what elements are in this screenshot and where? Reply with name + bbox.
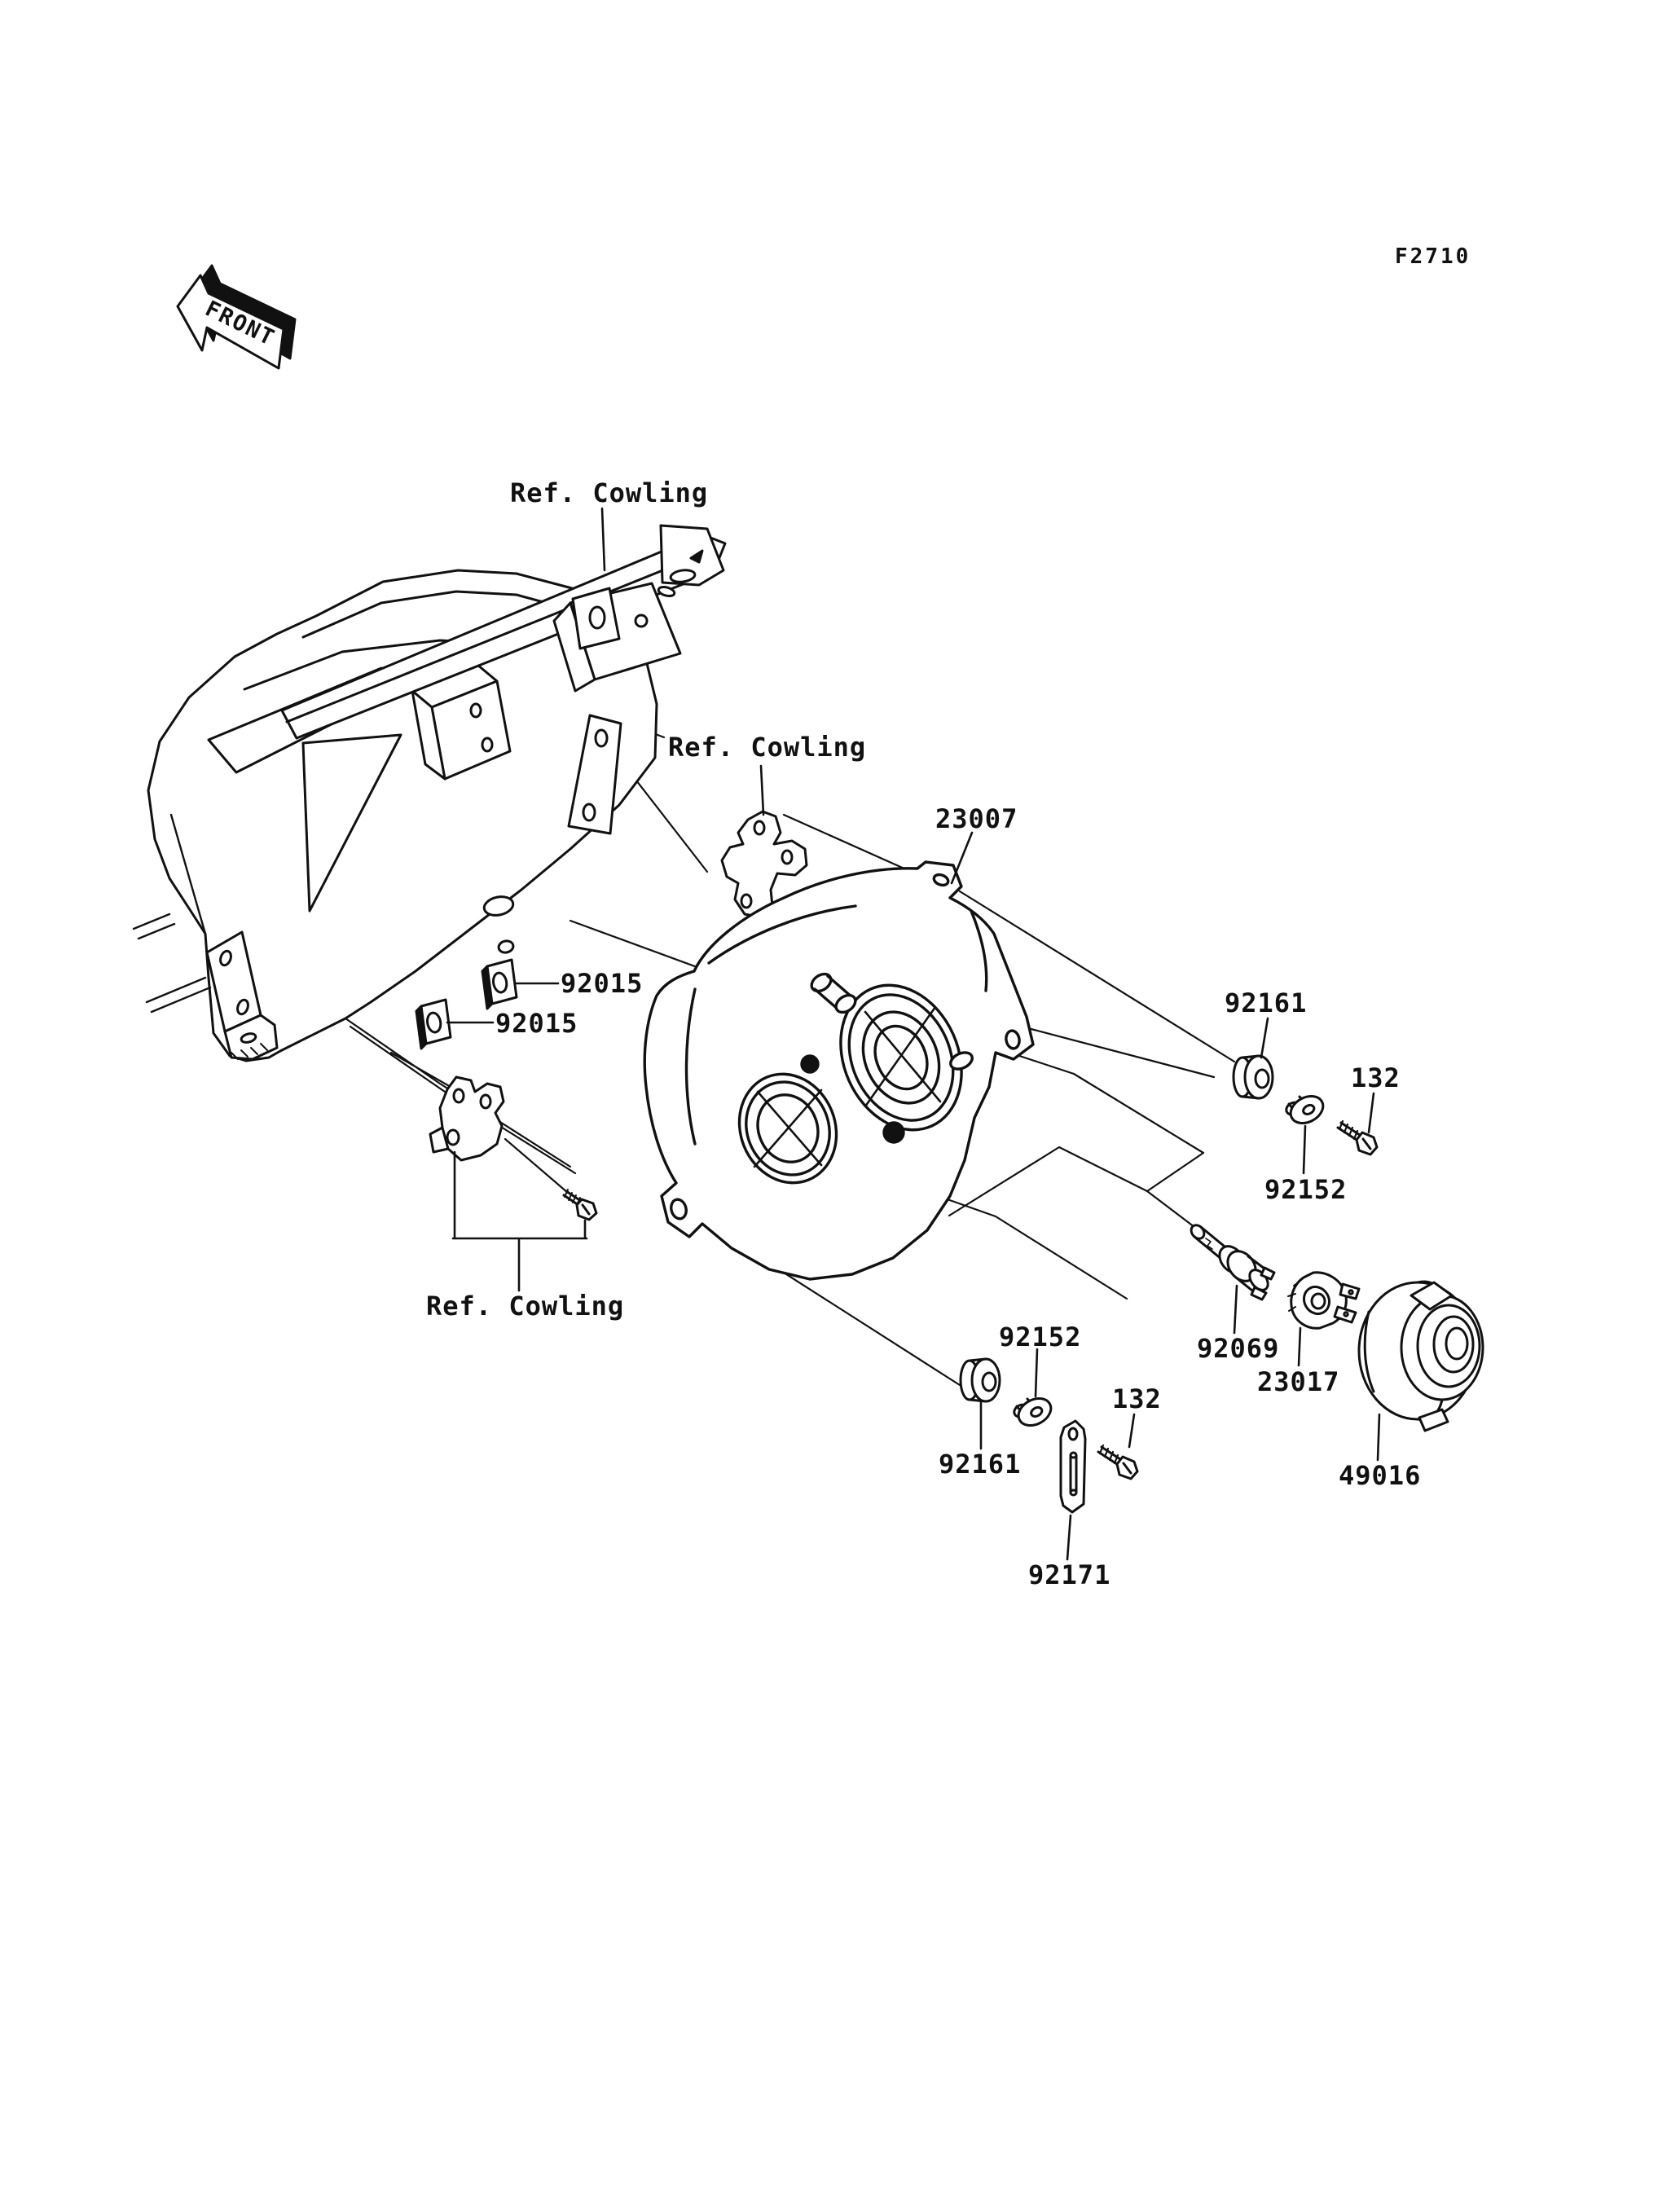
figure-code-label: F2710: [1395, 244, 1471, 269]
ref-cowling-label-bottom: Ref. Cowling: [426, 1291, 625, 1322]
part-label-132-upper: 132: [1351, 1062, 1401, 1093]
bulb-drawing: [1189, 1223, 1274, 1300]
socket-drawing: [1288, 1273, 1359, 1329]
part-label-92069: 92069: [1197, 1333, 1280, 1364]
part-label-92161-upper: 92161: [1225, 987, 1308, 1018]
bolt-drawing-upper: [1338, 1121, 1377, 1154]
part-label-92152-upper: 92152: [1264, 1174, 1348, 1205]
strip-bracket-drawing: [1061, 1421, 1085, 1512]
grommet-drawing-upper: [1234, 1056, 1273, 1098]
washer-drawing-upper: [1284, 1091, 1327, 1128]
ref-cowling-label-top: Ref. Cowling: [510, 477, 709, 508]
part-label-92015-upper: 92015: [561, 968, 644, 999]
washer-drawing-lower: [1012, 1393, 1055, 1431]
part-label-92161-lower: 92161: [939, 1449, 1022, 1480]
part-label-23007: 23007: [935, 803, 1018, 834]
headlight-unit-drawing: [644, 862, 1033, 1279]
front-marker-text: FRONT: [200, 296, 279, 352]
bolt-drawing-lower: [1098, 1445, 1137, 1479]
part-label-23017: 23017: [1257, 1366, 1340, 1397]
front-arrow: [178, 266, 295, 368]
clip-drawing-lower: [416, 1000, 451, 1049]
part-label-49016: 49016: [1339, 1460, 1422, 1491]
part-label-132-lower: 132: [1112, 1383, 1162, 1414]
clip-drawing-upper: [482, 960, 517, 1009]
grommet-drawing-lower: [961, 1359, 1000, 1401]
part-label-92152-lower: 92152: [999, 1322, 1082, 1352]
ref-cowling-label-middle: Ref. Cowling: [668, 732, 867, 763]
bottom-bracket-bolt-drawing: [564, 1190, 596, 1220]
cover-drawing: [1359, 1282, 1483, 1431]
part-label-92015-lower: 92015: [495, 1008, 578, 1039]
part-label-92171: 92171: [1028, 1559, 1111, 1590]
